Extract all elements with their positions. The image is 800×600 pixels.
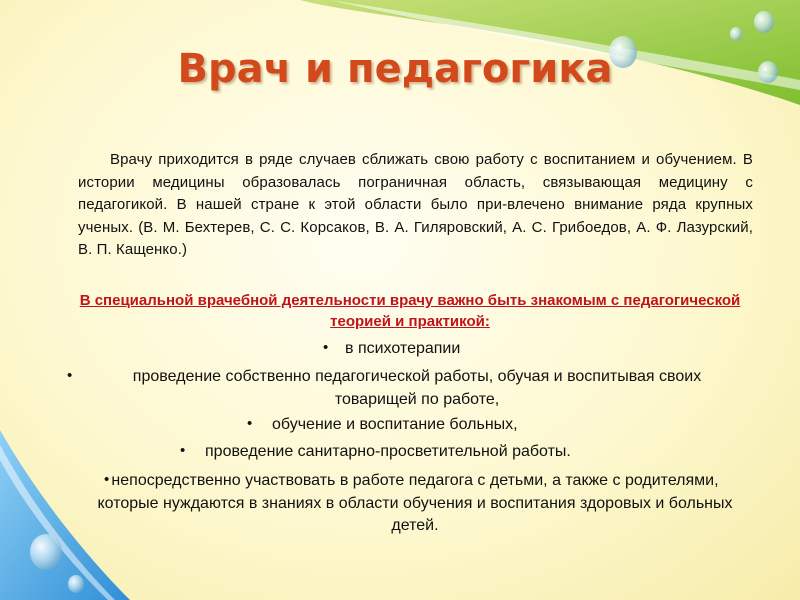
list-item: проведение собственно педагогической работы, обучая и воспитывая своих товарищей по работе, (132, 368, 702, 408)
slide-title: Врач и педагогика (177, 46, 613, 92)
bullet-marker: • (67, 367, 73, 384)
intro-paragraph: Врачу приходится в ряде случаев сближать свою работу с воспитанием и обучением. В истории медицины образовалась пограничная область, связывающая медицину с педагогикой. В нашей стране к этой области было при-влечено внимание ряда крупных ученых. (В. М. Бехтерев, С. С. Корсаков, В. А. Гиляровский, А. С. Грибоедов, А. Ф. Лазурский, В. П. Кащенко.) (78, 151, 753, 258)
subheading: В специальной врачебной деятельности врачу важно быть знакомым с педагогической теорией и практикой: (79, 292, 741, 330)
water-drop-icon (730, 27, 742, 41)
bullet-marker: • (247, 415, 253, 432)
bullet-marker: • (104, 471, 110, 488)
bullet-marker: • (323, 339, 329, 356)
blue-corner-shape (0, 430, 130, 600)
water-drop-icon (68, 575, 84, 593)
water-drop-icon (30, 534, 62, 570)
list-item: обучение и воспитание больных, (272, 416, 518, 433)
list-item: непосредственно участвовать в работе педагога с детьми, а также с родителями, которые нуждаются в знаниях в области обучения и воспитания здоровых и больных детей. (97, 472, 733, 534)
bullet-marker: • (180, 442, 186, 459)
water-drop-icon (754, 11, 774, 33)
list-item: проведение санитарно-просветительной работы. (205, 443, 571, 460)
list-item: в психотерапии (345, 340, 461, 357)
